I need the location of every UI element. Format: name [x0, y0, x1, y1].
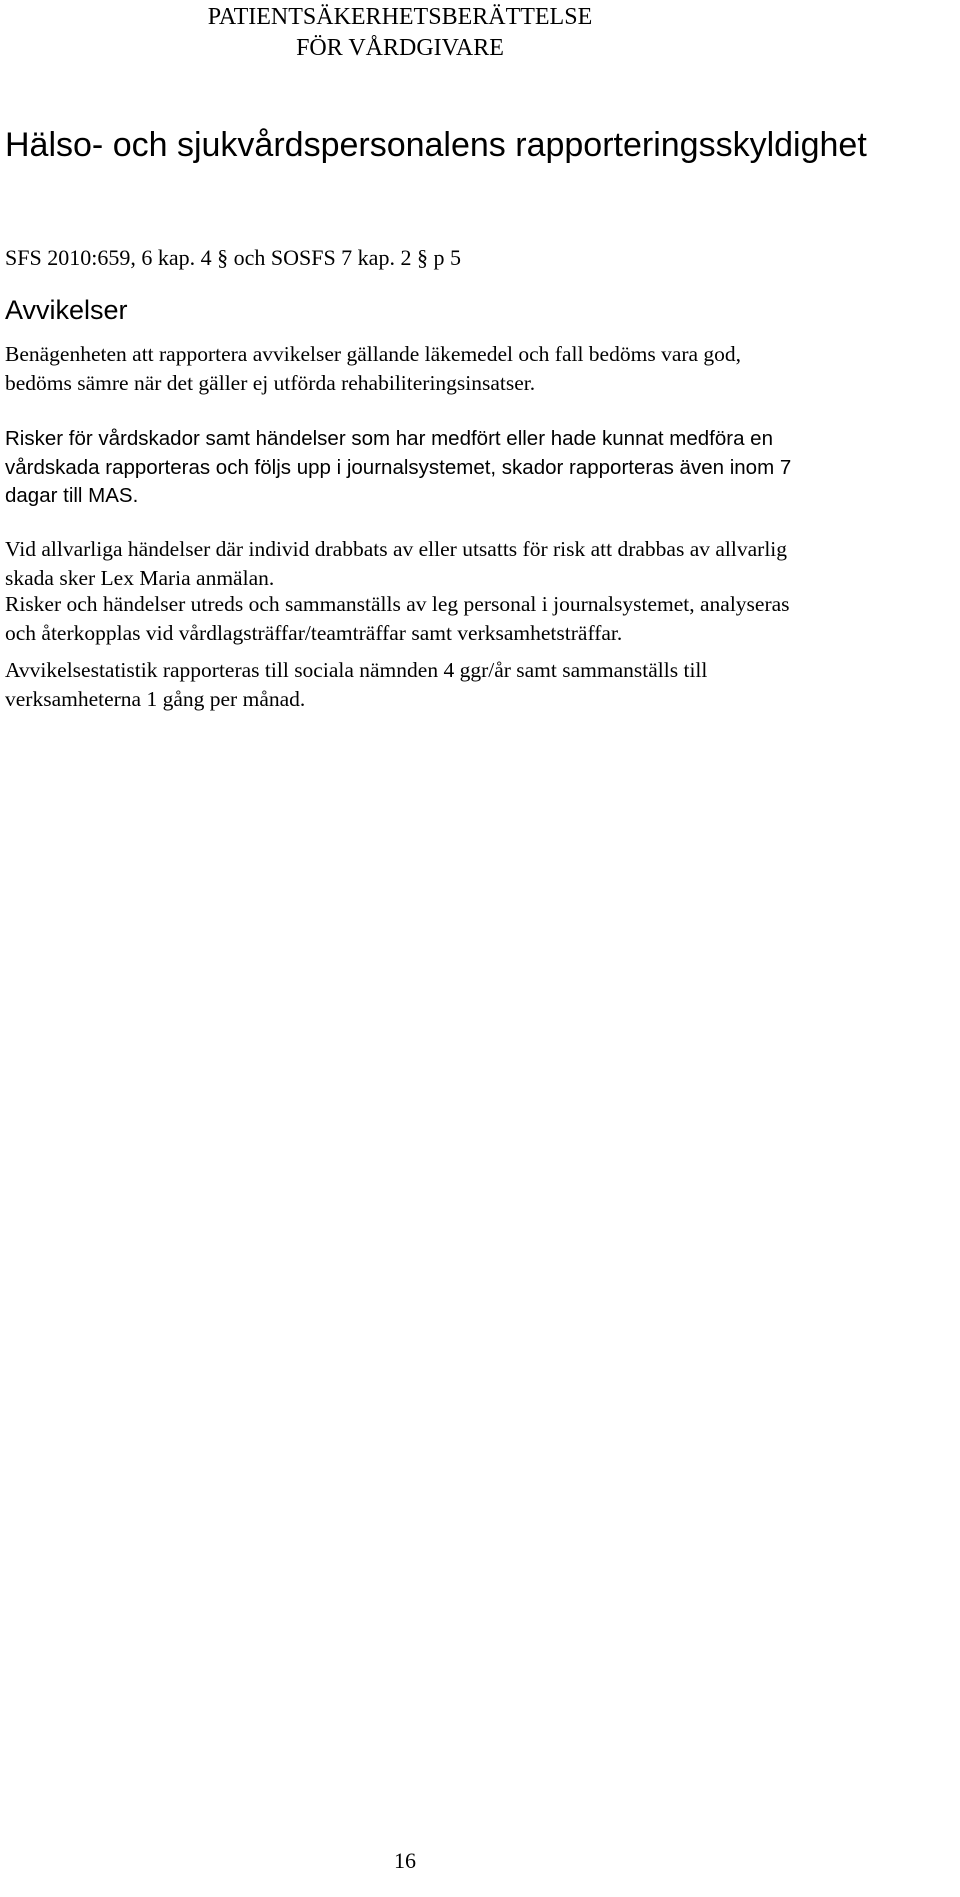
page-header: [0, 2, 800, 64]
section-heading: Avvikelser: [5, 295, 128, 325]
paragraph-investigation: Risker och händelser utreds och sammanställs av leg personal i journalsystemet, analyseras och återkopplas vid vårdlagsträffar/teamträffar samt verksamhetsträffar.: [5, 592, 790, 645]
paragraph-reporting-tendency: Benägenheten att rapportera avvikelser gällande läkemedel och fall bedöms vara god, bedöms sämre när det gäller ej utförda rehabiliteringsinsatser.: [5, 342, 742, 395]
paragraph-risks-care-injuries: Risker för vårdskador samt händelser som har medfört eller hade kunnat medföra en vårdskada rapporteras och följs upp i journalsystemet, skador rapporteras även inom 7 dagar till MAS.: [5, 427, 792, 507]
page-title: Hälso- och sjukvårdspersonalens rapporteringsskyldighet: [5, 126, 867, 164]
legal-reference: SFS 2010:659, 6 kap. 4 § och SOSFS 7 kap. 2 § p 5: [5, 245, 461, 270]
paragraph-statistics: Avvikelsestatistik rapporteras till sociala nämnden 4 ggr/år samt sammanställs till verksamheterna 1 gång per månad.: [5, 658, 708, 711]
page-number: 16: [394, 1848, 416, 1873]
header-line-1: PATIENTSÄKERHETSBERÄTTELSE: [207, 4, 593, 30]
paragraph-lex-maria: Vid allvarliga händelser där individ drabbats av eller utsatts för risk att drabbas av allvarlig skada sker Lex Maria anmälan.: [5, 537, 788, 590]
header-line-2: FÖR VÅRDGIVARE: [296, 35, 504, 61]
